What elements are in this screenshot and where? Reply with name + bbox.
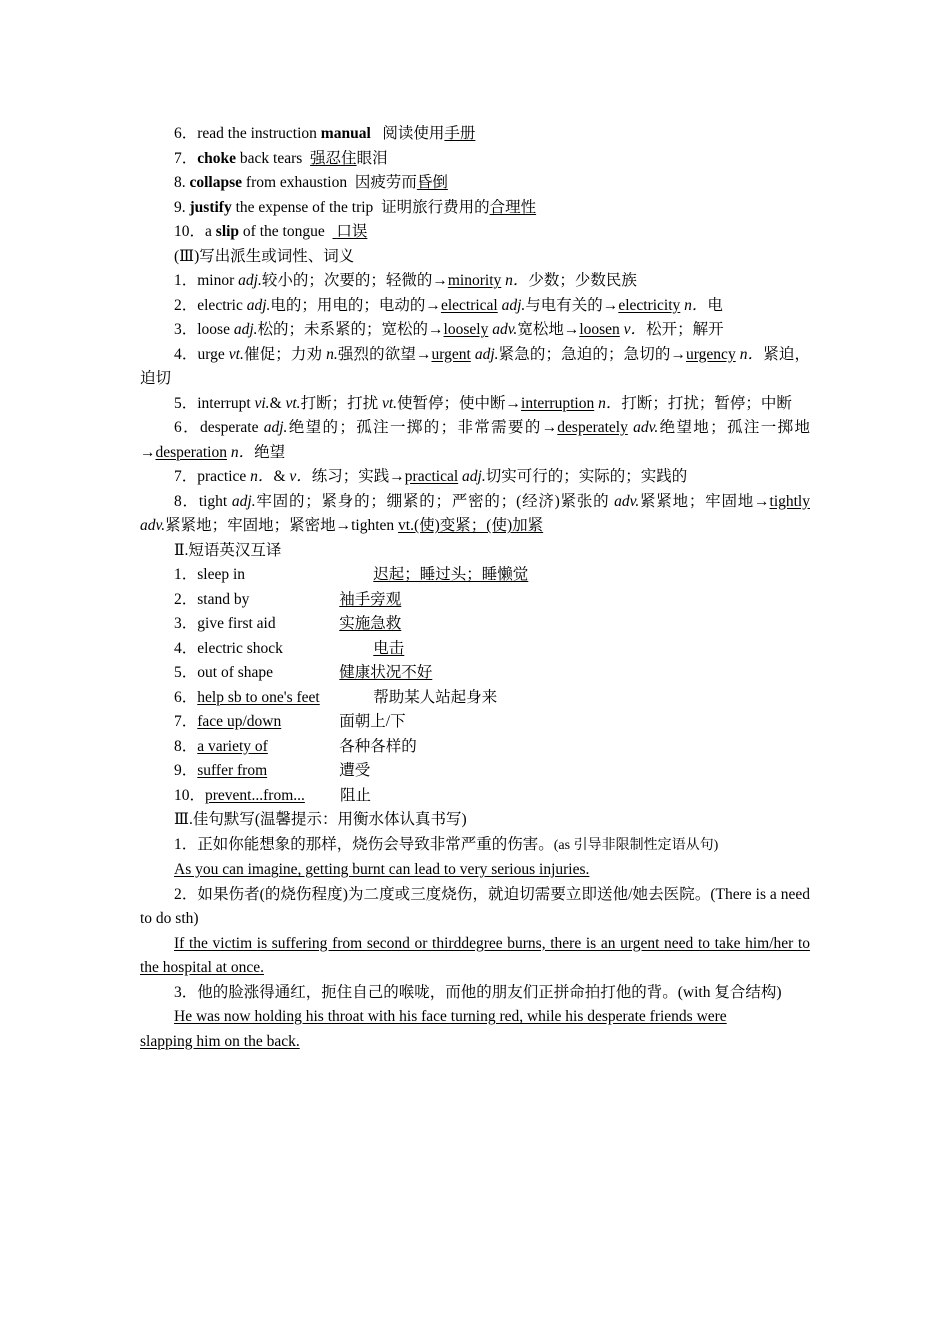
vocab-item-7: 7．choke back tears 强忍住眼泪 — [174, 149, 388, 167]
answer-blank: 手册 — [444, 125, 476, 142]
phrase-item-10: 10．prevent...from... 阻止 — [174, 786, 372, 804]
phrase-item-7: 7．face up/down 面朝上/下 — [174, 713, 406, 730]
phrase-item-9: 9．suffer from 遭受 — [174, 762, 371, 779]
answer-blank: 合理性 — [489, 198, 537, 216]
phrase-item-1: 1．sleep in 迟起；睡过头；睡懒觉 — [174, 566, 529, 583]
phrase-item-8: 8．a variety of 各种各样的 — [174, 737, 417, 755]
phrase-item-3: 3．give first aid 实施急救 — [174, 615, 402, 632]
worksheet-page — [140, 122, 810, 1054]
phrase-item-5: 5．out of shape 健康状况不好 — [174, 664, 433, 681]
vocab-item-10: 10．a slip of the tongue 口误 — [174, 223, 368, 240]
deriv-item-6: 6．desperate adj.绝望的；孤注一掷的；非常需要的→desperately adv.绝望地；孤注一掷地→desperation n．绝望 — [140, 419, 810, 461]
phrase-item-2: 2．stand by 袖手旁观 — [174, 590, 402, 608]
section-title-derivatives: (Ⅲ)写出派生或词性、词义 — [174, 247, 355, 265]
sentence-3-answer: He was now holding his throat with his face turning red, while his desperate friends were slapping him on the back. — [140, 1008, 727, 1050]
section-title-sentences: Ⅲ.佳句默写(温馨提示：用衡水体认真书写) — [174, 811, 467, 828]
deriv-item-3: 3．loose adj.松的；未系紧的；宽松的→loosely adv.宽松地→loosen v．松开；解开 — [174, 321, 724, 338]
section-title-phrases: Ⅱ.短语英汉互译 — [174, 541, 282, 559]
answer-blank: 强忍住 — [310, 149, 357, 167]
sentence-1-question: 1．正如你能想象的那样，烧伤会导致非常严重的伤害。(as 引导非限制性定语从句) — [174, 835, 719, 853]
phrase-item-6: 6．help sb to one's feet 帮助某人站起身来 — [174, 688, 498, 706]
vocab-item-9: 9. justify the expense of the trip 证明旅行费用的合理性 — [174, 198, 537, 216]
deriv-item-4: 4．urge vt.催促；力劝 n.强烈的欲望→urgent adj.紧急的；急迫的；急切的→urgency n．紧迫，迫切 — [140, 345, 810, 387]
vocab-item-6: 6．read the instruction manual 阅读使用手册 — [174, 125, 476, 142]
sentence-1-answer: As you can imagine, getting burnt can lead to very serious injuries. — [174, 861, 590, 878]
deriv-item-1: 1．minor adj.较小的；次要的；轻微的→minority n．少数；少数民族 — [174, 272, 637, 289]
sentence-2-answer: If the victim is suffering from second or thirddegree burns, there is an urgent need to take him/her to the hospital at once. — [140, 934, 810, 976]
phrase-item-4: 4．electric shock 电击 — [174, 639, 405, 657]
deriv-item-7: 7．practice n．& v．练习；实践→practical adj.切实可行的；实际的；实践的 — [174, 468, 688, 485]
vocab-item-8: 8. collapse from exhaustion 因疲劳而昏倒 — [174, 174, 448, 191]
sentence-3-question: 3．他的脸涨得通红，扼住自己的喉咙，而他的朋友们正拼命拍打他的背。(with 复合结构) — [174, 983, 782, 1001]
deriv-item-8: 8．tight adj.牢固的；紧身的；绷紧的；严密的；(经济)紧张的 adv.紧紧地；牢固地→tightly adv.紧紧地；牢固地；紧密地→tighten vt.(使)变紧；(使)加紧 — [140, 492, 810, 534]
answer-blank: 昏倒 — [416, 174, 448, 191]
deriv-item-5: 5．interrupt vi.& vt.打断；打扰 vt.使暂停；使中断→interruption n．打断；打扰；暂停；中断 — [174, 394, 792, 412]
deriv-item-2: 2．electric adj.电的；用电的；电动的→electrical adj.与电有关的→electricity n．电 — [174, 296, 723, 314]
sentence-2-question: 2．如果伤者(的烧伤程度)为二度或三度烧伤，就迫切需要立即送他/她去医院。(There is a need to do sth) — [140, 885, 810, 927]
answer-blank: 口误 — [336, 223, 368, 240]
